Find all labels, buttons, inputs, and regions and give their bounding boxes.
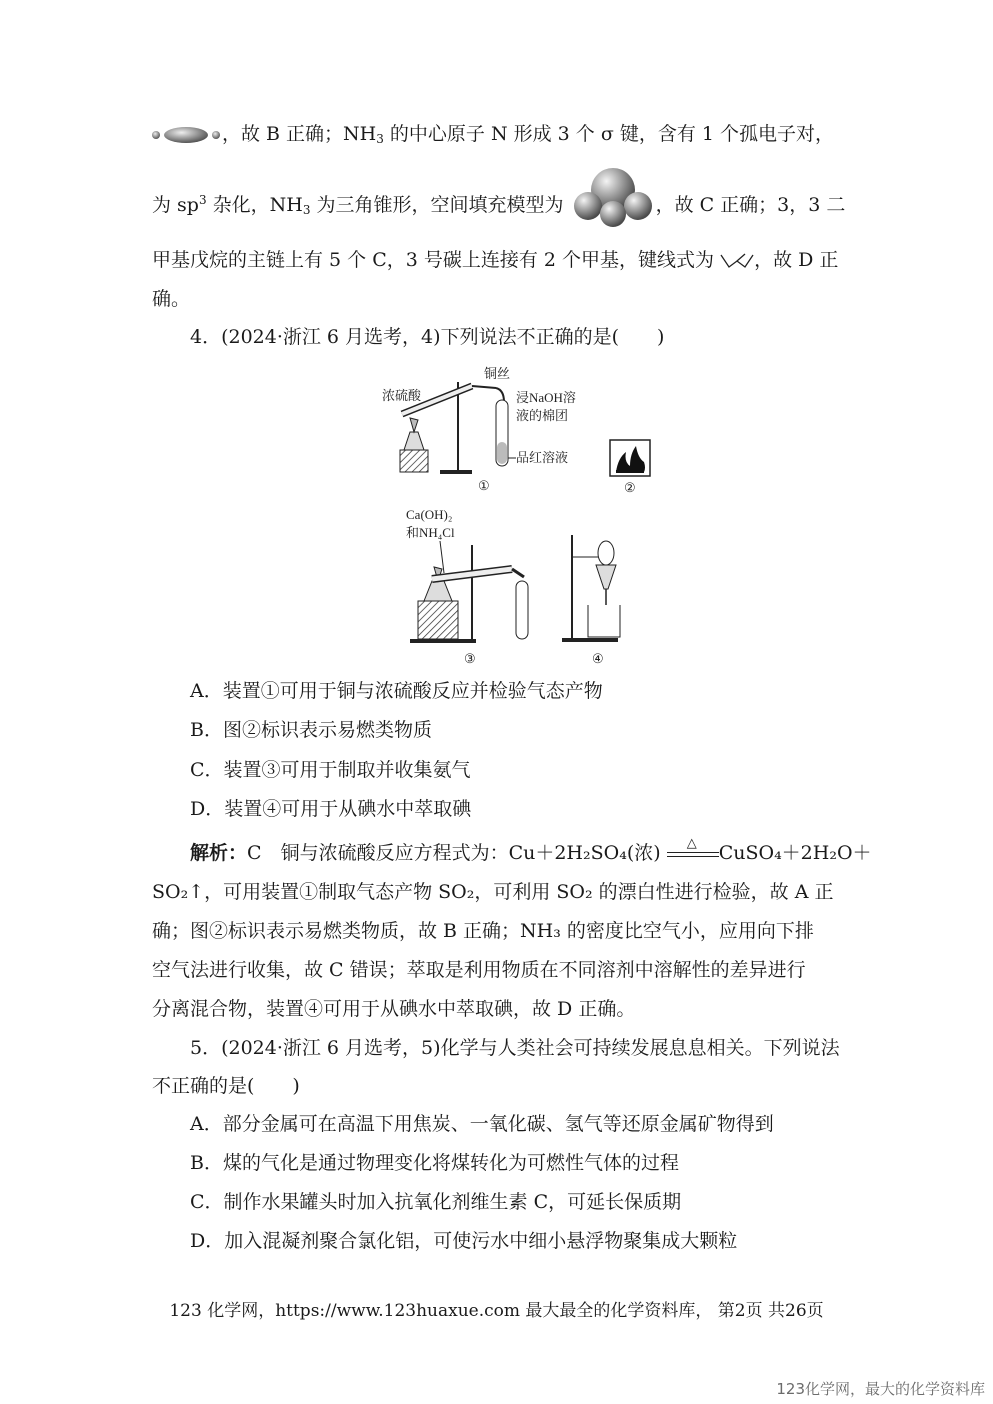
q4-option-b: B．图②标识表示易燃类物质 (190, 719, 432, 741)
q4-stem: 4．(2024·浙江 6 月选考，4)下列说法不正确的是( ) (190, 326, 665, 348)
q4-option-c: C．装置③可用于制取并收集氨气 (190, 759, 471, 781)
apparatus-figure-1-2 (380, 362, 670, 497)
label-n2: ② (624, 480, 636, 495)
label-reagent-2: 和NH₄Cl (406, 525, 455, 540)
analysis-label: 解析： (190, 842, 248, 864)
label-naoh-cotton-1: 浸NaOH溶 (516, 390, 576, 405)
linear-molecule-model-image (150, 124, 222, 146)
label-copper-wire: 铜丝 (484, 366, 511, 381)
flammable-icon (610, 440, 650, 476)
label-reagent-1: Ca(OH)₂ (406, 507, 453, 522)
q5-option-c: C．制作水果罐头时加入抗氧化剂维生素 C，可延长保质期 (190, 1191, 682, 1213)
label-n3: ③ (464, 651, 476, 666)
analysis-answer: C (247, 842, 262, 864)
label-pinhong: 品红溶液 (516, 450, 569, 465)
q5-option-b: B．煤的气化是通过物理变化将煤转化为可燃性气体的过程 (190, 1152, 679, 1174)
heating-condition-mark: △ (667, 841, 719, 867)
watermark: 123化学网，最大的化学资料库 (776, 1380, 985, 1398)
prev-para-line-1: ，故 B 正确；$NH_3$ 的中心原子 N 形成 3 个 σ 键，含有 1 个孤电子对， (150, 121, 840, 152)
label-n4: ④ (592, 651, 604, 666)
q4-option-d: D．装置④可用于从碘水中萃取碘 (190, 798, 472, 820)
skeletal-formula-image (720, 251, 754, 271)
q4-option-a: A．装置①可用于铜与浓硫酸反应并检验气态产物 (190, 680, 603, 702)
label-n1: ① (478, 478, 490, 493)
apparatus-figure-3-4 (400, 505, 660, 670)
q4-analysis-line-1: 解析：C 铜与浓硫酸反应方程式为：Cu＋2H₂SO₄(浓) △ CuSO₄＋2H₂O＋ (190, 840, 880, 867)
label-naoh-cotton-2: 液的棉团 (516, 408, 569, 423)
q5-stem-line-1: 5．(2024·浙江 6 月选考，5)化学与人类社会可持续发展息息相关。下列说法 (190, 1037, 840, 1059)
prev-para-line-2: 为 $sp^3$ 杂化，$NH_3$ 为三角锥形，空间填充模型为 ，故 C 正确；3，3 二 (152, 184, 842, 228)
q4-analysis-line-5: 分离混合物，装置④可用于从碘水中萃取碘，故 D 正确。 (152, 998, 636, 1020)
prev-para-line-4: 确。 (152, 288, 191, 310)
q5-stem-line-2: 不正确的是( ) (152, 1075, 300, 1097)
prev-para-line-3: 甲基戊烷的主链上有 5 个 C，3 号碳上连接有 2 个甲基，键线式为 ，故 D 正 (152, 249, 839, 271)
page-footer: 123 化学网，https://www.123huaxue.com 最大最全的化学资料库， 第2页 共26页 (169, 1301, 824, 1321)
q5-option-d: D．加入混凝剂聚合氯化铝，可使污水中细小悬浮物聚集成大颗粒 (190, 1230, 738, 1252)
q5-option-a: A．部分金属可在高温下用焦炭、一氧化碳、氢气等还原金属矿物得到 (190, 1113, 774, 1135)
q4-analysis-line-4: 空气法进行收集，故 C 错误；萃取是利用物质在不同溶剂中溶解性的差异进行 (152, 959, 806, 981)
q4-analysis-line-3: 确；图②标识表示易燃类物质，故 B 正确；NH₃ 的密度比空气小，应用向下排 (152, 920, 814, 942)
nh3-space-filling-model-image (570, 166, 656, 228)
q4-analysis-line-2: SO₂↑，可用装置①制取气态产物 SO₂，可利用 SO₂ 的漂白性进行检验，故 A 正 (152, 881, 834, 903)
label-conc-acid: 浓硫酸 (382, 388, 422, 403)
